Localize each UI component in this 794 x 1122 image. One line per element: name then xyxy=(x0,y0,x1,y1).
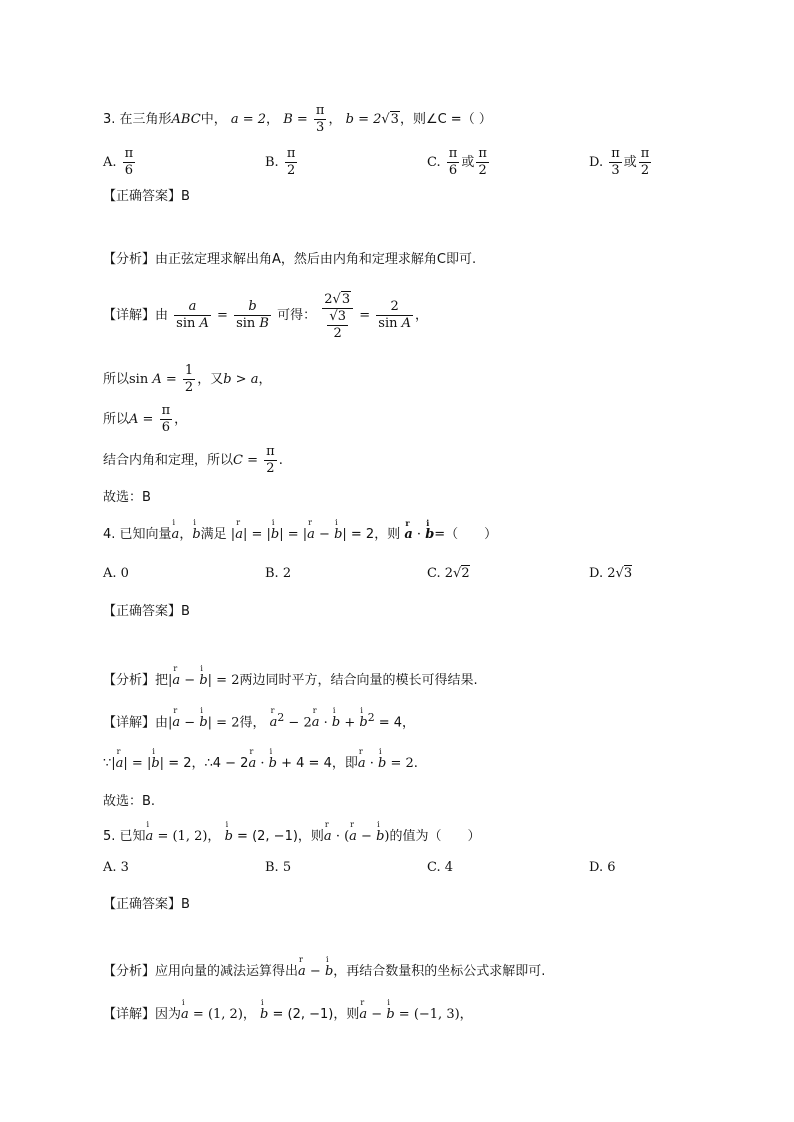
q5-option-d: D. 6 xyxy=(589,860,616,875)
q3-answer: 【正确答案】B xyxy=(103,189,190,204)
q3-stem: 3. 在三角形ABC中， a = 2， B = $\frac{\pi}{3}$ ， b = 2√3，则∠C =（ ） xyxy=(103,103,492,135)
q4-option-a: A. 0 xyxy=(103,566,129,581)
q4-option-d: D. 2√3 xyxy=(589,566,633,581)
q3-analysis: 【分析】由正弦定理求解出角A，然后由内角和定理求解角C即可. xyxy=(103,252,477,267)
q4-option-b: B. 2 xyxy=(265,566,292,581)
q3-choose: 故选：B xyxy=(103,490,151,505)
q3-so-A: 所以A = $\frac{\pi}{6}$ ， xyxy=(103,403,188,435)
q5-analysis: 【分析】应用向量的减法运算得出r a − i b，再结合数量积的坐标公式求解即可. xyxy=(103,960,545,979)
q4-analysis: 【分析】把|r a − i b| = 2两边同时平方，结合向量的模长可得结果. xyxy=(103,669,478,688)
q5-option-a: A. 3 xyxy=(103,860,129,875)
q5-option-c: C. 4 xyxy=(427,860,454,875)
sqrt-3: √3 xyxy=(381,112,399,127)
q3-option-d: D. $\frac{\pi}{3}$ 或 $\frac{\pi}{2}$ xyxy=(589,146,650,178)
q4-choose: 故选：B. xyxy=(103,794,156,809)
q5-detail: 【详解】因为i a = (1, 2)， i b = (2, −1)，则r a − i b = (−1, 3)， xyxy=(103,1003,473,1022)
q4-detail: 【详解】由|r a − i b| = 2得， r $a^2 - 2r$ a · i b + i $b^2 = 4$， xyxy=(103,711,415,730)
q5-option-b: B. 5 xyxy=(265,860,292,875)
q3-option-a: A. $\frac{\pi}{6}$ xyxy=(103,146,134,178)
q3-option-b: B. $\frac{\pi}{2}$ xyxy=(265,146,296,178)
q5-stem: 5. 已知i a = (1, 2)， i b = (2, −1)，则r a · (r a − i b)的值为（ ） xyxy=(103,825,481,844)
q5-answer: 【正确答案】B xyxy=(103,897,190,912)
q3-detail: 【详解】由 $\frac{a}{\text{sin A}}$ = $\frac{b}{\text{sin B}}$ 可得： $\frac{2√3}{\frac{√3}{2}}$ = $\frac{2}{\text{sin A}}$ ， xyxy=(103,292,429,341)
q4-stem: 4. 已知向量i a，i b满足 |r a| = |i b| = |r a − i b| = 2，则 r a · i b=（ ） xyxy=(103,523,497,542)
q3-option-c: C. $\frac{\pi}{6}$ 或 $\frac{\pi}{2}$ xyxy=(427,146,487,178)
fraction-pi-over-3: $\frac{\pi}{3}$ xyxy=(315,103,325,135)
q4-because: ∵|r a| = |i b| = 2，∴4 − 2r a · i b + 4 = 4，即r a · i b = 2. xyxy=(103,752,418,771)
q4-answer: 【正确答案】B xyxy=(103,604,190,619)
q3-so-sinA: 所以sin A = $\frac{1}{2}$ ，又b > a， xyxy=(103,363,272,395)
q3-so-C: 结合内角和定理，所以C = $\frac{\pi}{2}$ . xyxy=(103,444,283,476)
q4-option-c: C. 2√2 xyxy=(427,566,470,581)
